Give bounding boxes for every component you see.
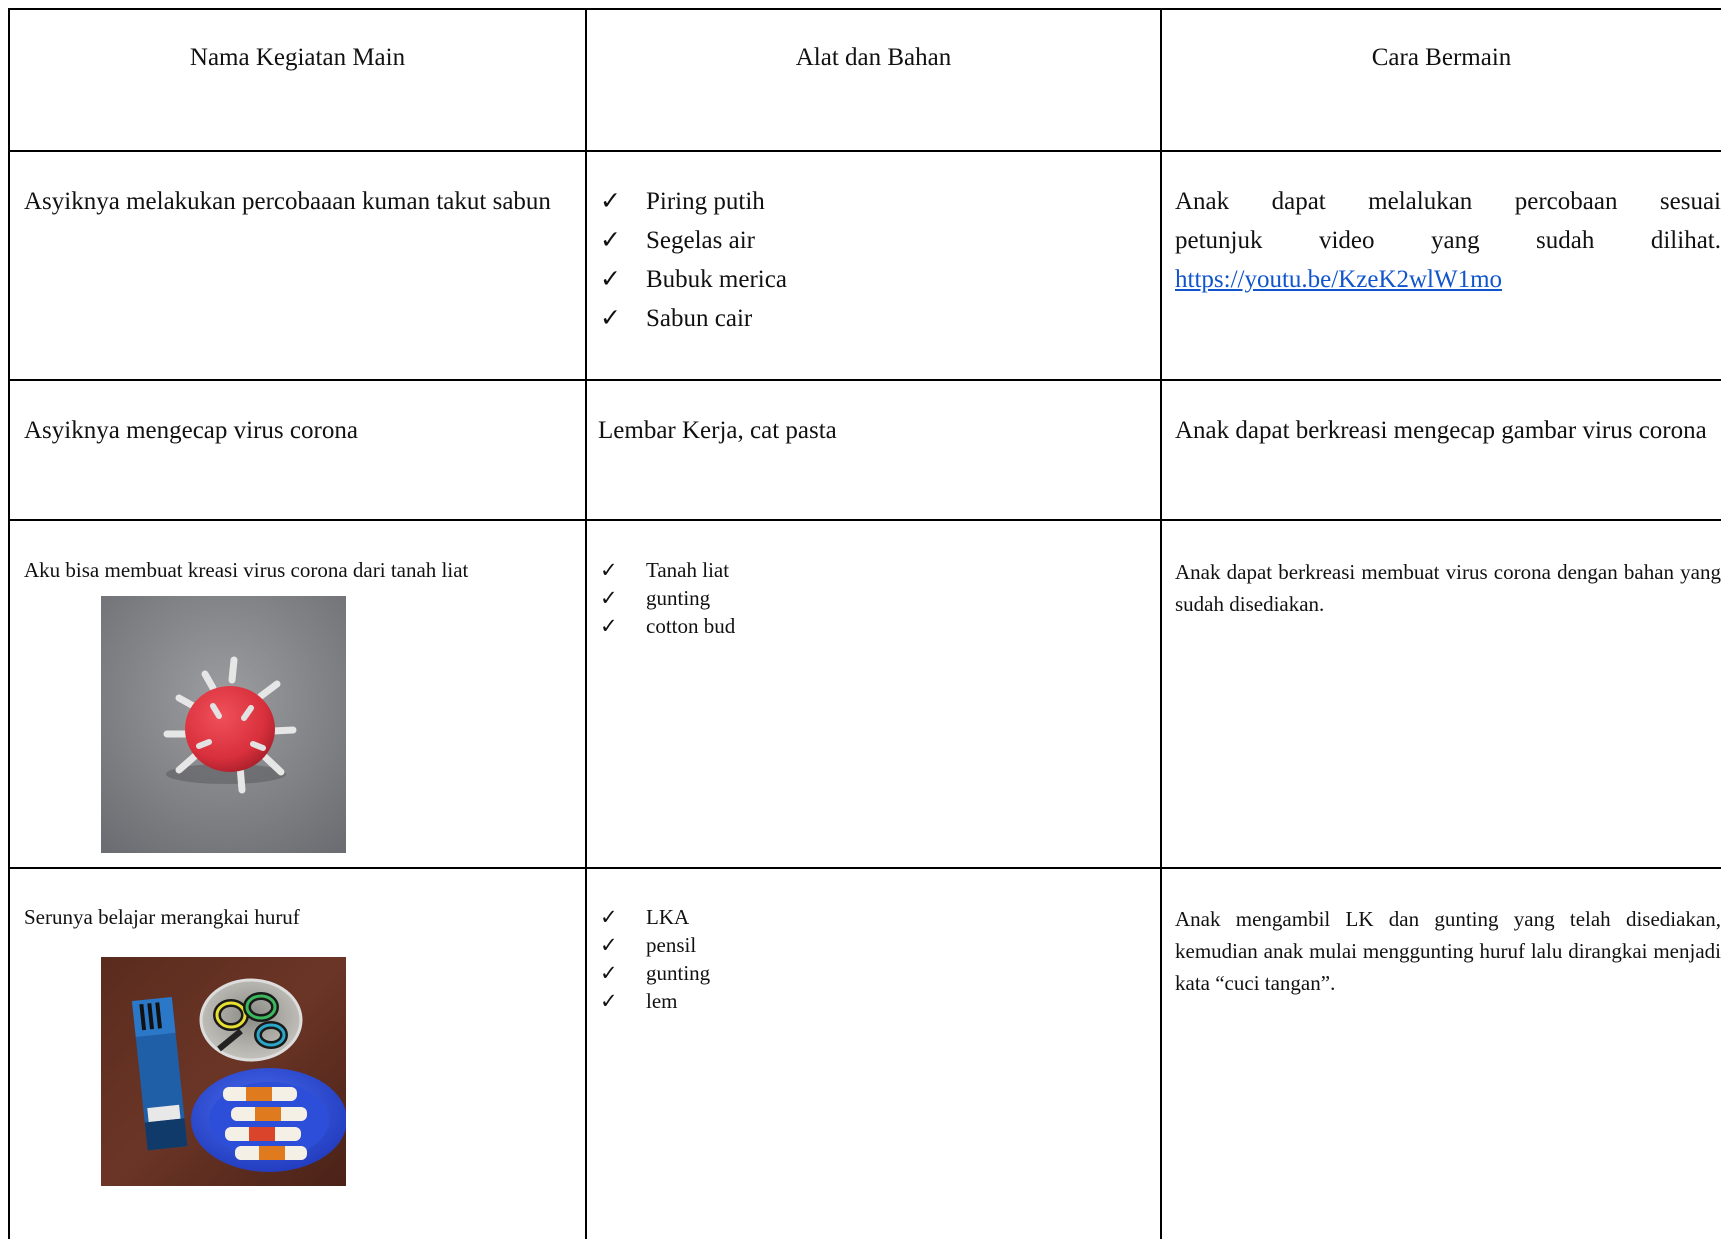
check-icon: ✓ — [600, 558, 618, 582]
material-item: ✓ LKA — [600, 905, 690, 929]
row1-how-to-play — [1175, 182, 1721, 299]
check-icon: ✓ — [600, 933, 618, 957]
check-icon: ✓ — [600, 227, 621, 254]
row4-materials — [598, 903, 1148, 1015]
header-tools-materials: Alat dan Bahan — [795, 44, 952, 71]
row2-activity: Asyiknya mengecap virus corona — [24, 417, 358, 444]
header-activity-name: Nama Kegiatan Main — [189, 44, 406, 71]
material-item: ✓ Piring putih — [598, 182, 1148, 221]
row1-howto-line1: Anak dapat melalukan percobaan sesuai — [1175, 188, 1721, 215]
material-item: ✓ Tanah liat — [600, 558, 730, 582]
row3-materials — [598, 556, 1148, 640]
row3-activity: Aku bisa membuat kreasi virus corona dari tanah liat — [24, 558, 469, 582]
material-item: ✓ cotton bud — [600, 614, 736, 638]
check-icon: ✓ — [600, 905, 618, 929]
material-item: ✓ Sabun cair — [598, 299, 1148, 338]
check-icon: ✓ — [600, 266, 621, 293]
check-icon: ✓ — [600, 305, 621, 332]
row2-materials: Lembar Kerja, cat pasta — [598, 417, 837, 444]
row-divider-3 — [8, 519, 1721, 521]
craft-supplies-photo — [101, 957, 346, 1186]
material-item: ✓ Segelas air — [598, 221, 1148, 260]
column-divider-2 — [1160, 8, 1162, 1239]
row4-activity: Serunya belajar merangkai huruf — [24, 905, 300, 929]
material-item: ✓ Bubuk merica — [598, 260, 1148, 299]
row1-materials — [598, 182, 1148, 338]
check-icon: ✓ — [600, 961, 618, 985]
header-how-to-play: Cara Bermain — [1371, 44, 1512, 71]
table-border-left — [8, 8, 10, 1239]
material-item: ✓ gunting — [600, 961, 711, 985]
check-icon: ✓ — [600, 586, 618, 610]
check-icon: ✓ — [600, 989, 618, 1013]
video-link[interactable]: https://youtu.be/KzeK2wlW1mo — [1175, 266, 1503, 293]
row-divider-1 — [8, 150, 1721, 152]
check-icon: ✓ — [600, 614, 618, 638]
row1-activity: Asyiknya melakukan percobaaan kuman takut sabun — [24, 188, 551, 215]
row-divider-4 — [8, 867, 1721, 869]
row-divider-2 — [8, 379, 1721, 381]
row1-howto-line2: petunjuk video yang sudah dilihat. — [1175, 227, 1721, 254]
row2-how-to-play: Anak dapat berkreasi mengecap gambar virus corona — [1175, 417, 1707, 444]
row4-how-to-play: Anak mengambil LK dan gunting yang telah disediakan, kemudian anak mulai menggunting huruf lalu dirangkai menjadi kata “cuci tangan”. — [1175, 907, 1721, 995]
clay-virus-photo — [101, 596, 346, 853]
column-divider-1 — [585, 8, 587, 1239]
material-item: ✓ gunting — [600, 586, 711, 610]
material-item: ✓ pensil — [600, 933, 697, 957]
row3-how-to-play: Anak dapat berkreasi membuat virus corona dengan bahan yang sudah disediakan. — [1175, 560, 1721, 616]
table-border-top — [8, 8, 1721, 10]
check-icon: ✓ — [600, 188, 621, 215]
material-item: ✓ lem — [600, 989, 678, 1013]
